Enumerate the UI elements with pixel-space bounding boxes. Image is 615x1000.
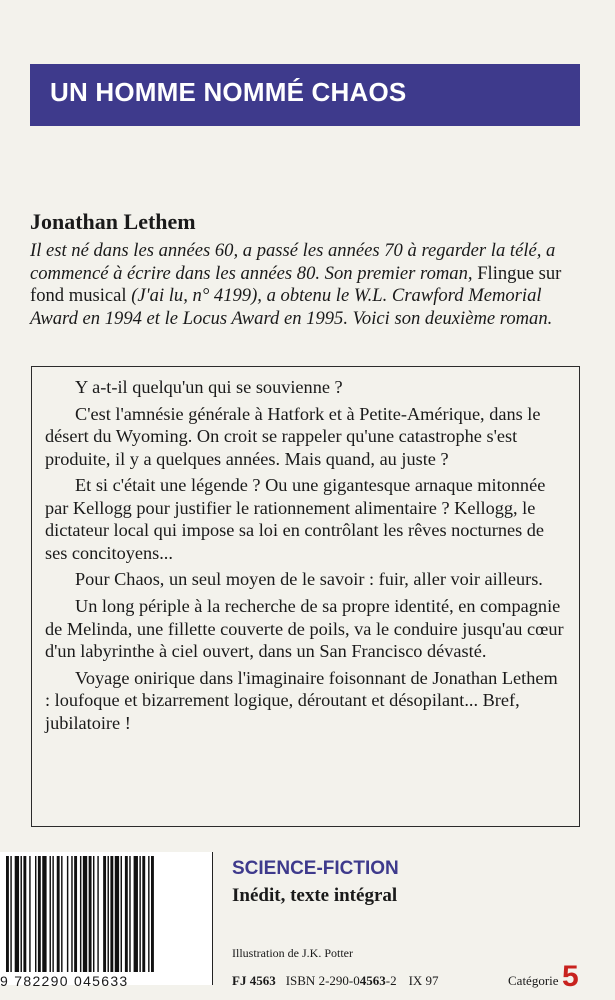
barcode-bar <box>57 856 60 972</box>
barcode-bar <box>23 856 26 972</box>
barcode-bar <box>38 856 41 972</box>
categorie-number: 5 <box>562 960 579 993</box>
categorie-label: Catégorie <box>508 973 559 988</box>
barcode-bar <box>6 856 9 972</box>
barcode-bar <box>10 856 11 972</box>
title-banner <box>30 64 580 126</box>
barcode-bar <box>134 856 138 972</box>
barcode-bar <box>142 856 145 972</box>
blurb-text <box>45 376 565 738</box>
edition-label: Inédit, texte intégral <box>232 885 398 906</box>
isbn-prefix: ISBN 2-290-0 <box>285 973 360 988</box>
barcode-bar <box>50 856 51 972</box>
ix-code: IX 97 <box>408 973 439 988</box>
barcode-bar <box>67 856 68 972</box>
blurb-paragraph: Y a-t-il quelqu'un qui se souvienne ? <box>75 377 343 397</box>
barcode-bar <box>151 856 154 972</box>
barcode-bar <box>74 856 77 972</box>
barcode-bar <box>35 856 36 972</box>
blurb-paragraph: Pour Chaos, un seul moyen de le savoir : fuir, aller voir ailleurs. <box>75 569 543 590</box>
barcode-bar <box>21 856 22 972</box>
barcode-bar <box>103 856 106 972</box>
barcode-bar <box>83 856 87 972</box>
barcode <box>0 852 213 985</box>
fj-code: FJ 4563 <box>232 973 276 988</box>
bio-text-2: (J'ai lu, n° 4199), a obtenu le W.L. Crawford Memorial Award en 1994 et le Locus Award en 1995. Voici son deuxième roman. <box>30 285 553 329</box>
blurb-paragraph: Et si c'était une légende ? Ou une gigantesque arnaque mitonnée par Kellogg pour justifier le rationnement alimentaire ? Kellogg, le dictateur local qui impose sa loi en contrôlant les rêves nocturnes de ses concitoyens... <box>45 475 546 563</box>
barcode-bar <box>89 856 92 972</box>
author-name: Jonathan Lethem <box>30 209 196 234</box>
barcode-bar <box>148 856 149 972</box>
barcode-bar <box>110 856 113 972</box>
barcode-bar <box>29 856 30 972</box>
isbn-bold: 4563 <box>359 973 386 988</box>
author-bio <box>30 240 590 330</box>
barcode-bar <box>61 856 62 972</box>
barcode-bar <box>71 856 72 972</box>
barcode-bar <box>97 856 98 972</box>
barcode-bar <box>115 856 119 972</box>
isbn-suffix: -2 <box>385 973 397 988</box>
barcode-bar <box>125 856 128 972</box>
blurb-paragraph: Voyage onirique dans l'imaginaire foisonnant de Jonathan Lethem : loufoque et bizarrement logique, déroutant et désopilant... Bref, jubilatoire ! <box>45 667 558 733</box>
blurb-paragraph: Un long périple à la recherche de sa propre identité, en compagnie de Melinda, une fillette couverte de poils, va le conduire jusqu'au cœur d'un labyrinthe à ciel ouvert, dans un San Francisco dévasté. <box>45 596 564 662</box>
barcode-bar <box>15 856 19 972</box>
illustration-credit: Illustration de J.K. Potter <box>232 946 353 960</box>
barcode-bar <box>121 856 122 972</box>
barcode-bar <box>139 856 140 972</box>
barcode-number: 9 782290 045633 <box>0 973 129 989</box>
barcode-bar <box>80 856 81 972</box>
barcode-bar <box>52 856 53 972</box>
barcode-bar <box>108 856 109 972</box>
barcode-bars <box>4 856 208 972</box>
barcode-bar <box>42 856 46 972</box>
genre-label: SCIENCE-FICTION <box>232 858 399 879</box>
catalog-codes <box>232 973 439 989</box>
bio-text-1: Il est né dans les années 60, a passé les années 70 à regarder la télé, a commencé à écrire dans les années 80. Son premier roman, <box>30 240 556 284</box>
blurb-paragraph: C'est l'amnésie générale à Hatfork et à Petite-Amérique, dans le désert du Wyoming. On croit se rappeler qu'une catastrophe s'est produite, il y a quelques années. Mais quand, au juste ? <box>45 403 541 469</box>
book-title: UN HOMME NOMMÉ CHAOS <box>50 77 407 107</box>
barcode-bar <box>93 856 94 972</box>
bio-novel-title: Flingue sur fond musical <box>30 262 562 307</box>
barcode-bar <box>129 856 130 972</box>
